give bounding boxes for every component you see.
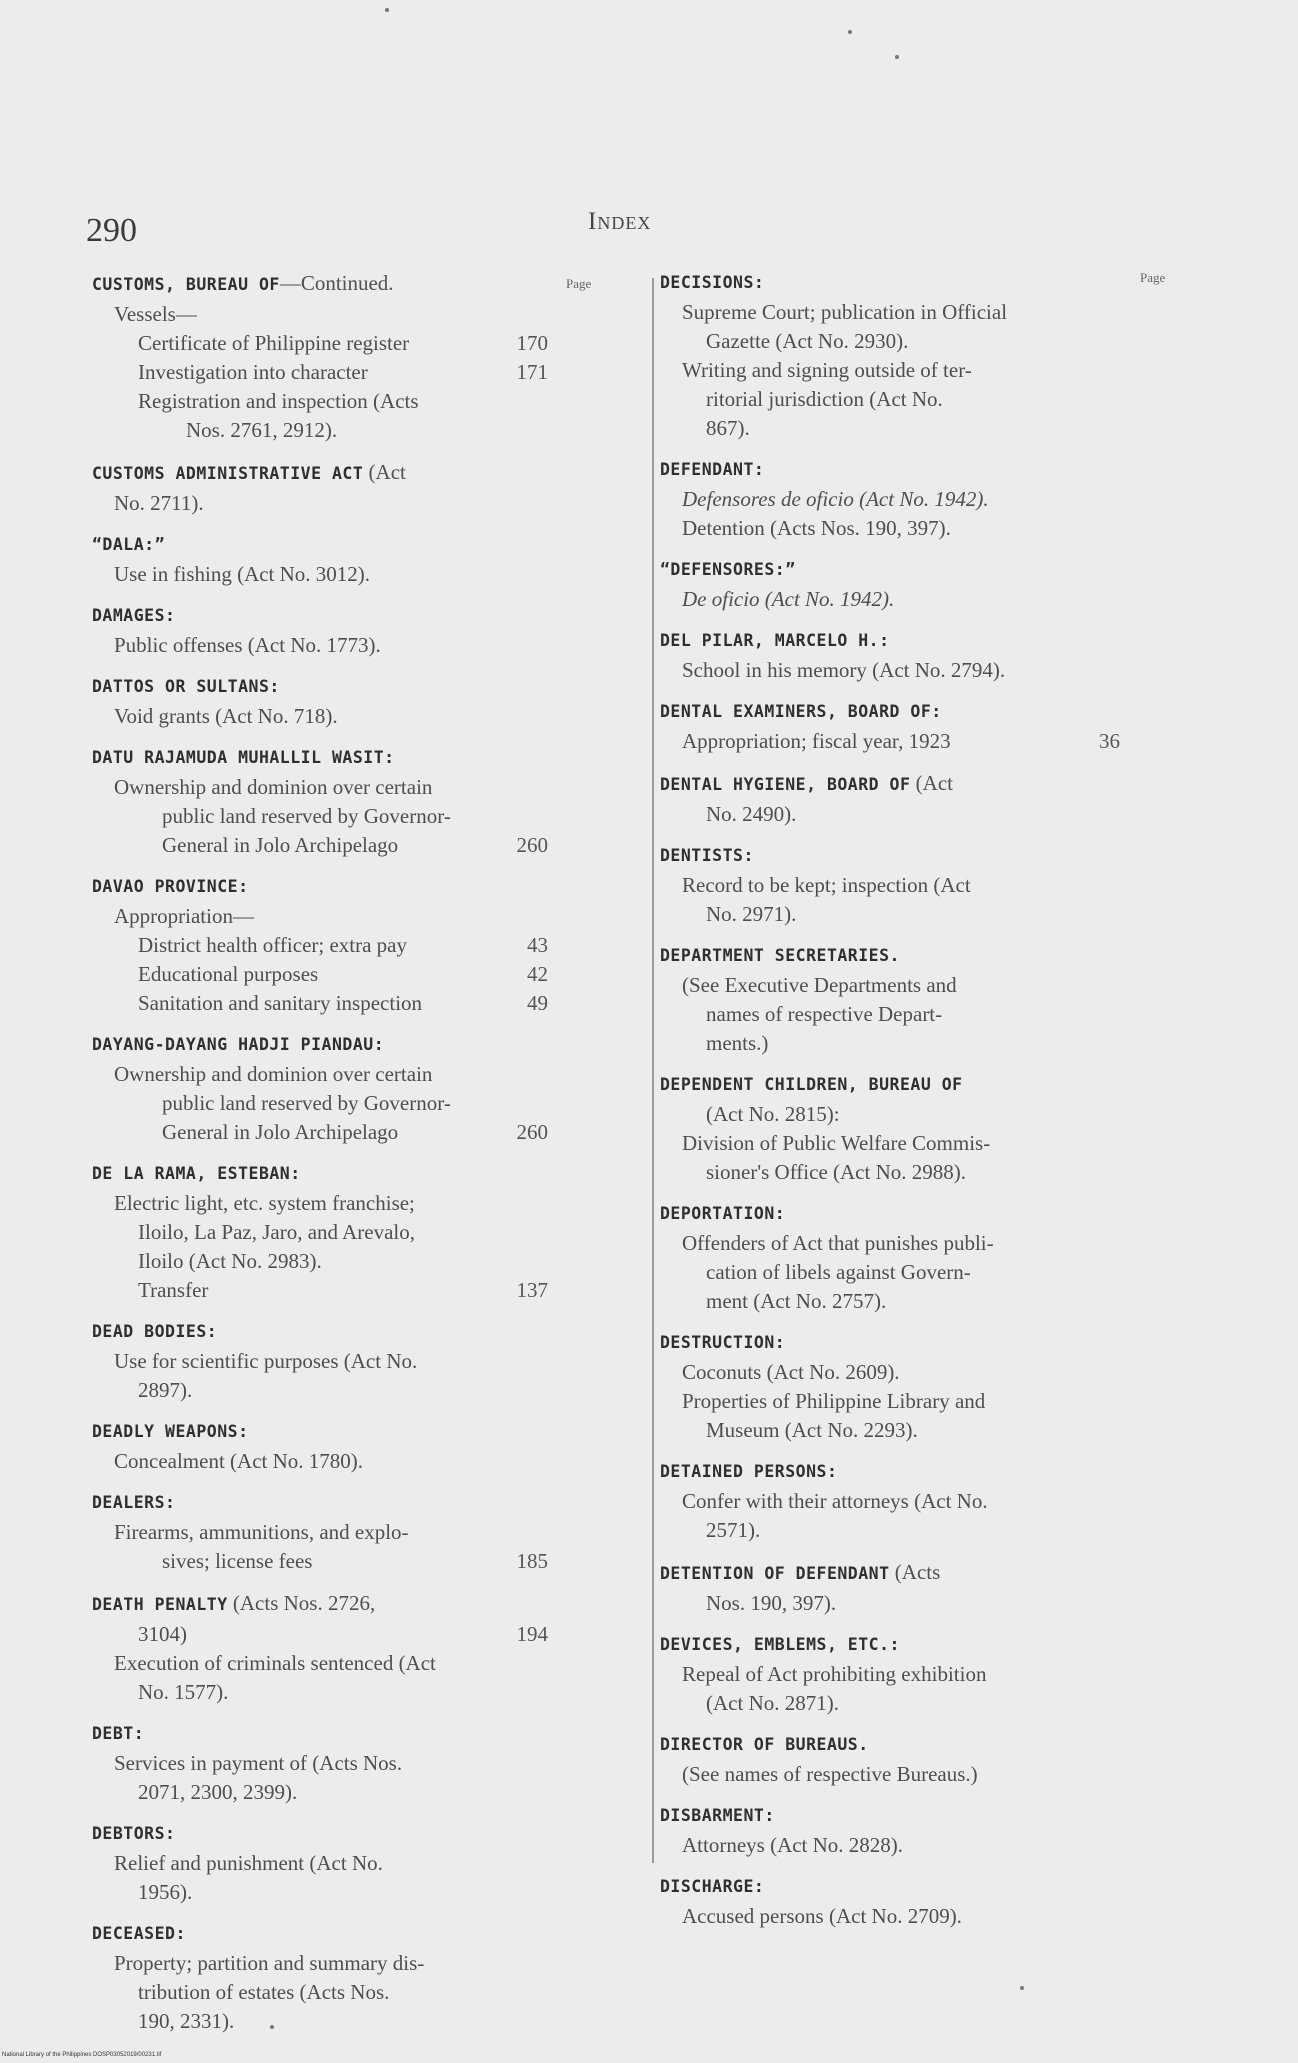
index-entry bbox=[92, 601, 548, 660]
entry-line: Coconuts (Act No. 2609). bbox=[682, 1360, 900, 1384]
entry-line: Iloilo (Act No. 2983). bbox=[138, 1249, 322, 1273]
paper-speck bbox=[848, 30, 852, 34]
entry-headword: CUSTOMS, BUREAU OF—Continued. bbox=[92, 271, 394, 295]
entry-line: School in his memory (Act No. 2794). bbox=[682, 658, 1006, 682]
running-head: Index bbox=[588, 208, 652, 235]
entry-line: sioner's Office (Act No. 2988). bbox=[706, 1160, 966, 1184]
entry-headword: DECEASED: bbox=[92, 1924, 186, 1943]
entry-headword: DENTISTS: bbox=[660, 846, 754, 865]
index-entry bbox=[660, 1199, 1120, 1316]
entry-line: 2571). bbox=[706, 1518, 761, 1542]
entry-line: Property; partition and summary dis- bbox=[114, 1951, 425, 1975]
entry-line: Appropriation; fiscal year, 1923 36 bbox=[660, 727, 1120, 756]
entry-line: Offenders of Act that punishes publi- bbox=[682, 1231, 994, 1255]
entry-headword: DE LA RAMA, ESTEBAN: bbox=[92, 1164, 301, 1183]
entry-line: Detention (Acts Nos. 190, 397). bbox=[682, 516, 951, 540]
entry-line: Transfer 137 bbox=[92, 1276, 548, 1305]
entry-line: Gazette (Act No. 2930). bbox=[706, 329, 909, 353]
entry-line: Supreme Court; publication in Official bbox=[682, 300, 1008, 324]
entry-headword: DEBT: bbox=[92, 1724, 145, 1743]
entry-headword: DEFENDANT: bbox=[660, 460, 765, 479]
entry-headword: DEATH PENALTY (Acts Nos. 2726, bbox=[92, 1591, 376, 1615]
entry-line: General in Jolo Archipelago 260 bbox=[92, 831, 548, 860]
index-entry bbox=[92, 743, 548, 860]
index-entry bbox=[92, 1919, 548, 2036]
entry-line: Nos. 2761, 2912). bbox=[186, 418, 338, 442]
entry-line: Services in payment of (Acts Nos. bbox=[114, 1751, 403, 1775]
entry-headword: DEPARTMENT SECRETARIES. bbox=[660, 946, 900, 965]
index-entry bbox=[660, 268, 1120, 443]
entry-headword: DEPORTATION: bbox=[660, 1204, 786, 1223]
entry-line: 2071, 2300, 2399). bbox=[138, 1780, 298, 1804]
entry-line: 190, 2331). bbox=[138, 2009, 235, 2033]
entry-headword: DIRECTOR OF BUREAUS. bbox=[660, 1735, 869, 1754]
index-entry bbox=[660, 1630, 1120, 1718]
entry-line: Division of Public Welfare Commis- bbox=[682, 1131, 991, 1155]
entry-line: 867). bbox=[706, 416, 750, 440]
index-entry bbox=[660, 941, 1120, 1058]
column-divider bbox=[652, 278, 654, 1863]
paper-speck bbox=[385, 8, 389, 12]
entry-headword: DAMAGES: bbox=[92, 606, 176, 625]
page-reference: 49 bbox=[527, 991, 548, 1015]
entry-line: Educational purposes 42 bbox=[92, 960, 548, 989]
page-number: 290 bbox=[86, 212, 137, 249]
index-entry bbox=[660, 697, 1120, 756]
entry-line: 1956). bbox=[138, 1880, 193, 1904]
entry-line: Iloilo, La Paz, Jaro, and Arevalo, bbox=[138, 1220, 415, 1244]
index-entry bbox=[660, 768, 1120, 829]
entry-headword: DEAD BODIES: bbox=[92, 1322, 218, 1341]
entry-line: Ownership and dominion over certain bbox=[114, 775, 433, 799]
page-reference: 137 bbox=[516, 1278, 548, 1302]
right-column bbox=[660, 268, 1120, 1943]
entry-headword: DATTOS OR SULTANS: bbox=[92, 677, 280, 696]
entry-line: Use in fishing (Act No. 3012). bbox=[114, 562, 371, 586]
entry-line: Record to be kept; inspection (Act bbox=[682, 873, 971, 897]
entry-line: Repeal of Act prohibiting exhibition bbox=[682, 1662, 987, 1686]
entry-line: (See Executive Departments and bbox=[682, 973, 957, 997]
index-entry bbox=[92, 457, 548, 518]
footer-credit: National Library of the Philippines DOSP03052019/00231.tif bbox=[2, 2052, 162, 2058]
index-entry bbox=[660, 1872, 1120, 1931]
entry-line: District health officer; extra pay 43 bbox=[92, 931, 548, 960]
entry-line: Concealment (Act No. 1780). bbox=[114, 1449, 364, 1473]
entry-line: Nos. 190, 397). bbox=[706, 1591, 837, 1615]
entry-line: (Act No. 2871). bbox=[706, 1691, 839, 1715]
entry-headword: DEVICES, EMBLEMS, ETC.: bbox=[660, 1635, 900, 1654]
index-entry bbox=[660, 1328, 1120, 1445]
entry-line: Execution of criminals sentenced (Act bbox=[114, 1651, 436, 1675]
left-column bbox=[92, 268, 548, 2048]
entry-line: sives; license fees 185 bbox=[92, 1547, 548, 1576]
entry-headword: DEBTORS: bbox=[92, 1824, 176, 1843]
index-entry bbox=[660, 626, 1120, 685]
entry-line: Vessels— bbox=[114, 302, 197, 326]
page-reference: 43 bbox=[527, 933, 548, 957]
entry-line: Accused persons (Act No. 2709). bbox=[682, 1904, 962, 1928]
page-reference: 36 bbox=[1099, 729, 1120, 753]
entry-line: Relief and punishment (Act No. bbox=[114, 1851, 383, 1875]
index-entry bbox=[92, 1030, 548, 1147]
entry-headword: DATU RAJAMUDA MUHALLIL WASIT: bbox=[92, 748, 395, 767]
entry-line: Writing and signing outside of ter- bbox=[682, 358, 972, 382]
page-reference: 260 bbox=[516, 1120, 548, 1144]
entry-line: tribution of estates (Acts Nos. bbox=[138, 1980, 390, 2004]
index-entry bbox=[92, 268, 548, 445]
entry-headword: “DEFENSORES:” bbox=[660, 560, 796, 579]
entry-line: cation of libels against Govern- bbox=[706, 1260, 971, 1284]
page-reference: 170 bbox=[516, 331, 548, 355]
entry-line: Attorneys (Act No. 2828). bbox=[682, 1833, 904, 1857]
entry-line: (Act No. 2815): bbox=[706, 1102, 840, 1126]
entry-line: names of respective Depart- bbox=[706, 1002, 943, 1026]
page-reference: 194 bbox=[516, 1622, 548, 1646]
entry-headword: DECISIONS: bbox=[660, 273, 765, 292]
entry-line: Registration and inspection (Acts bbox=[138, 389, 419, 413]
page-column-label-right: Page bbox=[1140, 270, 1166, 285]
index-entry bbox=[92, 872, 548, 1018]
index-entry bbox=[92, 1488, 548, 1576]
entry-line: Defensores de oficio (Act No. 1942). bbox=[682, 487, 989, 511]
entry-line: No. 2490). bbox=[706, 802, 797, 826]
paper-speck bbox=[270, 2025, 274, 2029]
entry-line: ment (Act No. 2757). bbox=[706, 1289, 887, 1313]
index-entry bbox=[92, 1588, 548, 1707]
page-column-label-left: Page bbox=[566, 276, 592, 291]
entry-line: Use for scientific purposes (Act No. bbox=[114, 1349, 418, 1373]
index-entry bbox=[660, 1557, 1120, 1618]
entry-line: No. 2711). bbox=[114, 491, 204, 515]
entry-headword: DETAINED PERSONS: bbox=[660, 1462, 838, 1481]
page-reference: 185 bbox=[516, 1549, 548, 1573]
page-reference: 171 bbox=[516, 360, 548, 384]
entry-line: Appropriation— bbox=[114, 904, 254, 928]
index-entry bbox=[660, 1457, 1120, 1545]
index-entry bbox=[92, 1159, 548, 1305]
index-entry bbox=[660, 455, 1120, 543]
index-entry bbox=[660, 1070, 1120, 1187]
entry-line: 3104) 194 bbox=[92, 1620, 548, 1649]
entry-line: Electric light, etc. system franchise; bbox=[114, 1191, 415, 1215]
entry-line: Firearms, ammunitions, and explo- bbox=[114, 1520, 409, 1544]
entry-headword: DETENTION OF DEFENDANT (Acts bbox=[660, 1560, 941, 1584]
index-entry bbox=[92, 530, 548, 589]
entry-line: public land reserved by Governor- bbox=[162, 1091, 451, 1115]
page-reference: 42 bbox=[527, 962, 548, 986]
entry-headword: DEALERS: bbox=[92, 1493, 176, 1512]
entry-line: General in Jolo Archipelago 260 bbox=[92, 1118, 548, 1147]
entry-line: public land reserved by Governor- bbox=[162, 804, 451, 828]
paper-speck bbox=[1020, 1986, 1024, 1990]
entry-headword: DEL PILAR, MARCELO H.: bbox=[660, 631, 890, 650]
page-reference: 260 bbox=[516, 833, 548, 857]
index-entry bbox=[92, 672, 548, 731]
index-entry bbox=[92, 1719, 548, 1807]
entry-headword: DESTRUCTION: bbox=[660, 1333, 786, 1352]
entry-line: (See names of respective Bureaus.) bbox=[682, 1762, 978, 1786]
entry-line: 2897). bbox=[138, 1378, 193, 1402]
entry-line: Ownership and dominion over certain bbox=[114, 1062, 433, 1086]
entry-headword: DAVAO PROVINCE: bbox=[92, 877, 249, 896]
entry-line: De oficio (Act No. 1942). bbox=[682, 587, 895, 611]
entry-line: ritorial jurisdiction (Act No. bbox=[706, 387, 943, 411]
entry-line: Sanitation and sanitary inspection 49 bbox=[92, 989, 548, 1018]
entry-headword: DENTAL EXAMINERS, BOARD OF: bbox=[660, 702, 942, 721]
index-entry bbox=[660, 1730, 1120, 1789]
entry-line: No. 2971). bbox=[706, 902, 797, 926]
index-entry bbox=[92, 1417, 548, 1476]
entry-line: No. 1577). bbox=[138, 1680, 229, 1704]
entry-headword: “DALA:” bbox=[92, 535, 166, 554]
index-entry bbox=[92, 1317, 548, 1405]
index-entry bbox=[92, 1819, 548, 1907]
entry-headword: DAYANG-DAYANG HADJI PIANDAU: bbox=[92, 1035, 385, 1054]
entry-headword: DEADLY WEAPONS: bbox=[92, 1422, 249, 1441]
entry-line: Museum (Act No. 2293). bbox=[706, 1418, 918, 1442]
entry-headword: DEPENDENT CHILDREN, BUREAU OF bbox=[660, 1075, 963, 1094]
entry-line: ments.) bbox=[706, 1031, 769, 1055]
entry-headword: CUSTOMS ADMINISTRATIVE ACT (Act bbox=[92, 460, 406, 484]
entry-line: Public offenses (Act No. 1773). bbox=[114, 633, 381, 657]
paper-speck bbox=[895, 55, 899, 59]
entry-line: Investigation into character 171 bbox=[92, 358, 548, 387]
entry-line: Void grants (Act No. 718). bbox=[114, 704, 338, 728]
entry-line: Confer with their attorneys (Act No. bbox=[682, 1489, 988, 1513]
index-entry bbox=[660, 841, 1120, 929]
index-entry bbox=[660, 555, 1120, 614]
index-entry bbox=[660, 1801, 1120, 1860]
entry-line: Certificate of Philippine register 170 bbox=[92, 329, 548, 358]
entry-headword: DENTAL HYGIENE, BOARD OF (Act bbox=[660, 771, 953, 795]
entry-headword: DISBARMENT: bbox=[660, 1806, 775, 1825]
entry-headword: DISCHARGE: bbox=[660, 1877, 765, 1896]
entry-line: Properties of Philippine Library and bbox=[682, 1389, 986, 1413]
